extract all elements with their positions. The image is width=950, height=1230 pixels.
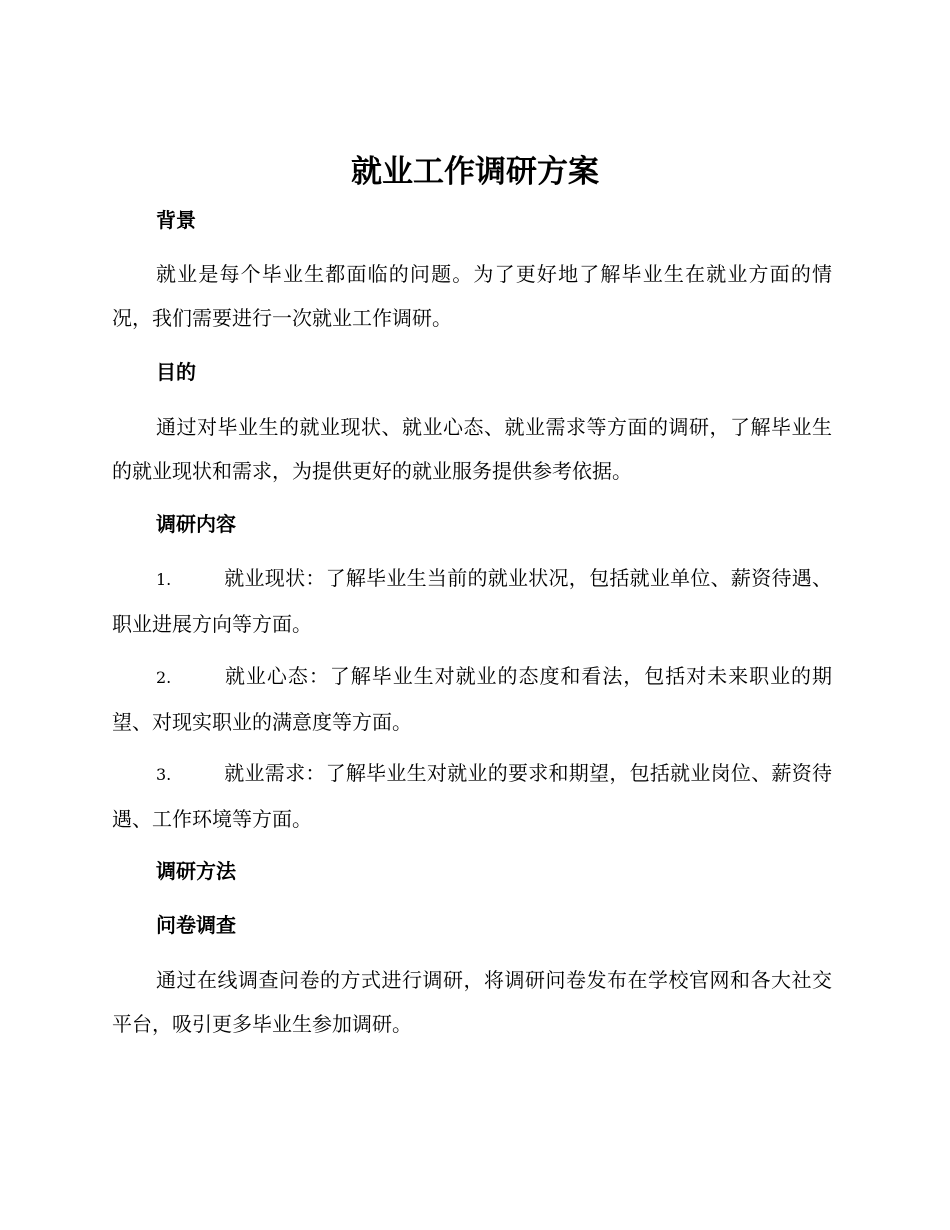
- list-item-text: 就业心态：了解毕业生对就业的态度和看法，包括对未来职业的期望、对现实职业的满意度等方面。: [112, 664, 832, 734]
- list-item: [112, 556, 832, 646]
- paragraph-background: 就业是每个毕业生都面临的问题。为了更好地了解毕业生在就业方面的情况，我们需要进行一次就业工作调研。: [112, 262, 832, 330]
- paragraph-purpose: 通过对毕业生的就业现状、就业心态、就业需求等方面的调研，了解毕业生的就业现状和需求，为提供更好的就业服务提供参考依据。: [112, 415, 832, 483]
- section-heading-questionnaire: 问卷调查: [156, 913, 236, 937]
- list-item-number: 3.: [156, 765, 172, 784]
- list-item-number: 1.: [156, 570, 172, 589]
- list-item-text: 就业现状：了解毕业生当前的就业状况，包括就业单位、薪资待遇、职业进展方向等方面。: [112, 566, 832, 636]
- section-heading-content: 调研内容: [156, 512, 236, 536]
- section-heading-background: 背景: [156, 208, 196, 232]
- section-heading-method: 调研方法: [156, 859, 236, 883]
- paragraph-questionnaire: 通过在线调查问卷的方式进行调研，将调研问卷发布在学校官网和各大社交平台，吸引更多毕业生参加调研。: [112, 968, 832, 1036]
- list-item: [112, 751, 832, 841]
- section-heading-purpose: 目的: [156, 360, 196, 384]
- list-item-number: 2.: [156, 668, 172, 687]
- list-item-text: 就业需求：了解毕业生对就业的要求和期望，包括就业岗位、薪资待遇、工作环境等方面。: [112, 761, 832, 831]
- document-title: 就业工作调研方案: [351, 154, 599, 190]
- list-item: [112, 654, 832, 744]
